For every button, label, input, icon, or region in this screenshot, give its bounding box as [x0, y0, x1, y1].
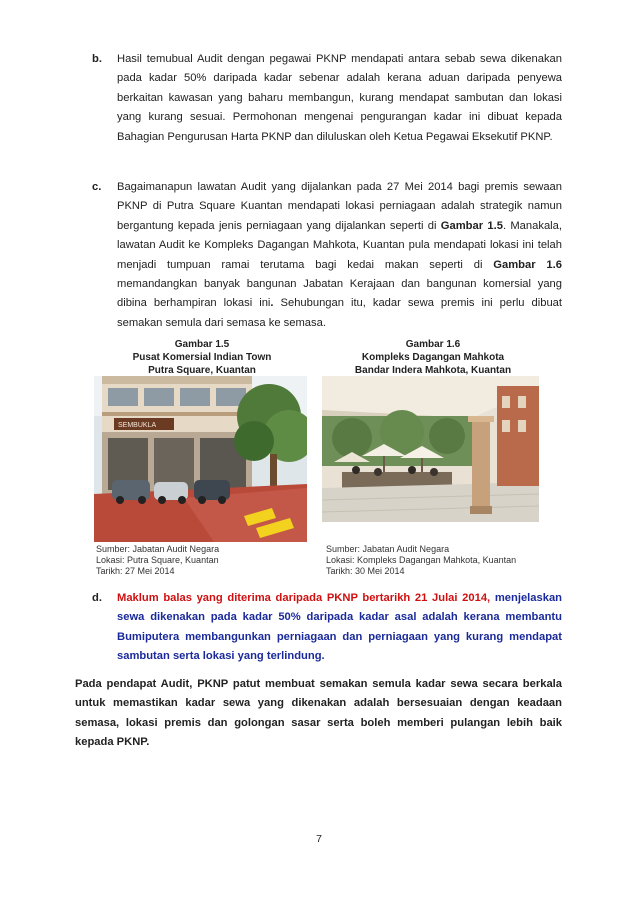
photo-kompleks-dagangan-mahkota — [322, 376, 539, 522]
section-c-text-1: Bagaimanapun lawatan Audit yang dijalankan pada 27 Mei 2014 bagi premis sewaan PKNP di Putra Square Kuantan mendapati lokasi perniagaan adalah strategik namun bergantung kepada jenis perniagaan yang dijalankan seperti di — [117, 181, 562, 232]
figure-1-6-number: Gambar 1.6 — [405, 339, 461, 350]
section-b-label: b. — [92, 53, 102, 65]
section-b-text: Hasil temubual Audit dengan pegawai PKNP mendapati antara sebab sewa dikenakan pada kadar 50% daripada kadar sebenar adalah kerana aduan daripada penyewa berkaitan kawasan yang baharu membangun, kurang mendapat sambutan dan lokasi yang kurang sesuai. Permohonan mengenai pengurangan kadar ini dibuat kepada Bahagian Pengurusan Harta PKNP dan diluluskan oleh Ketua Pegawai Eksekutif PKNP. — [117, 53, 562, 143]
figure-1-5-number: Gambar 1.5 — [174, 339, 230, 350]
figure-1-5-caption — [96, 338, 308, 377]
figure-1-5-source — [96, 544, 308, 577]
audit-opinion: Pada pendapat Audit, PKNP patut membuat semakan semula kadar sewa secara berkala untuk memastikan kadar sewa yang dikenakan adalah bersesuaian dengan keadaan semasa, lokasi premis dan golongan sasar serta boleh memberi pulangan lebih baik kepada PKNP. — [75, 678, 562, 749]
photo-putra-square — [94, 376, 307, 542]
section-d-label: d. — [92, 592, 102, 604]
section-d-text — [117, 589, 562, 667]
figure-1-6-caption — [322, 338, 544, 377]
figure-1-5-title-2: Putra Square, Kuantan — [148, 365, 256, 376]
figure-1-6-location: Lokasi: Kompleks Dagangan Mahkota, Kuantan — [326, 555, 517, 565]
figure-1-6-title-2: Bandar Indera Mahkota, Kuantan — [354, 365, 512, 376]
shop-sign-text: SEMBUKLA — [118, 422, 157, 429]
figure-1-5-source-text: Sumber: Jabatan Audit Negara — [96, 544, 220, 554]
gambar-1-5-ref: Gambar 1.5 — [440, 219, 503, 232]
figure-1-5-title-1: Pusat Komersial Indian Town — [132, 352, 272, 363]
section-c-text-2: . Manakala, lawatan Audit ke Kompleks Dagangan Mahkota, Kuantan pula mendapati lokasi ini telah menjadi tumpuan ramai terutama bagi kedai makan seperti di — [117, 219, 562, 271]
response-explanation-text: menjelaskan sewa dikenakan pada kadar 50% daripada kadar asal adalah kerana membantu Bumiputera membangunkan perniagaan dan perniagaan yang kurang mendapat sambutan serta lokasi yang terlindung. — [117, 592, 562, 663]
section-c-text-3: memandangkan banyak bangunan Jabatan Kerajaan dan bangunan komersial yang dibina berhampiran lokasi ini — [117, 278, 562, 310]
figure-1-6-source-text: Sumber: Jabatan Audit Negara — [326, 544, 450, 554]
figure-1-5-location: Lokasi: Putra Square, Kuantan — [96, 555, 219, 565]
response-date-text: Maklum balas yang diterima daripada PKNP bertarikh 21 Julai 2014, — [117, 592, 491, 604]
figure-1-6-title-1: Kompleks Dagangan Mahkota — [361, 352, 505, 363]
section-c-text-4: Sehubungan itu, kadar sewa premis ini perlu dibuat semakan semula dari semasa ke semasa. — [117, 297, 562, 329]
section-c-label: c. — [92, 181, 102, 193]
figure-1-5-date: Tarikh: 27 Mei 2014 — [96, 566, 175, 576]
figure-1-6-date: Tarikh: 30 Mei 2014 — [326, 566, 405, 576]
gambar-1-6-ref: Gambar 1.6 — [493, 258, 562, 271]
section-c-text — [117, 178, 562, 333]
section-c-bold-period: . — [270, 297, 274, 310]
page-number: 7 — [316, 833, 322, 845]
figure-1-6-source — [326, 544, 556, 577]
